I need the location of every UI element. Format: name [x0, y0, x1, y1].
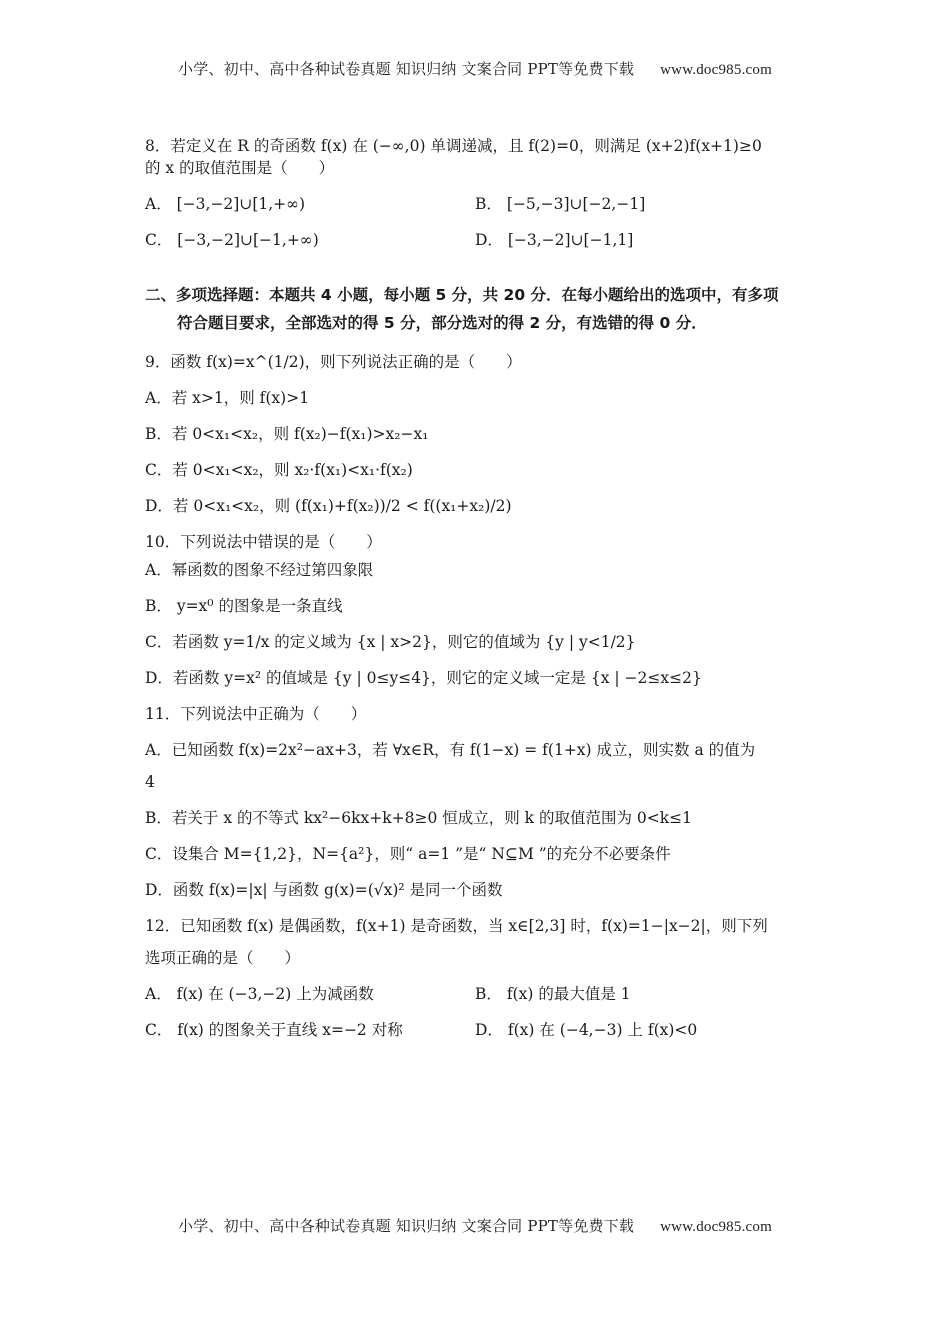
- q8-option-b: B． [−5,−3]∪[−2,−1]: [475, 195, 646, 213]
- page-footer: [0, 1215, 950, 1236]
- q12-stem-line1: 12．已知函数 f(x) 是偶函数，f(x+1) 是奇函数，当 x∈[2,3] 时，f(x)=1−|x−2|，则下列: [145, 917, 768, 935]
- section-2-line1: 二、多项选择题：本题共 4 小题，每小题 5 分，共 20 分．在每小题给出的选项中，有多项: [145, 286, 779, 304]
- q10-stem: 10．下列说法中错误的是（ ）: [145, 533, 382, 551]
- q12-options-row2: [145, 1019, 810, 1041]
- q12-option-c: C． f(x) 的图象关于直线 x=−2 对称: [145, 1021, 403, 1039]
- page-header: [0, 58, 950, 79]
- q8-options-row2: [145, 229, 810, 251]
- q11-option-c: C．设集合 M={1,2}，N={a²}，则“ a=1 ”是“ N⊆M ”的充分不必要条件: [145, 845, 671, 863]
- q12-option-d: D． f(x) 在 (−4,−3) 上 f(x)<0: [475, 1021, 698, 1039]
- q8-option-a: A． [−3,−2]∪[1,+∞): [145, 195, 306, 213]
- q10-option-a: A．幂函数的图象不经过第四象限: [145, 561, 374, 579]
- q9-option-c: C．若 0<x₁<x₂，则 x₂·f(x₁)<x₁·f(x₂): [145, 461, 413, 479]
- question-12: [145, 915, 810, 1041]
- q10-option-c: C．若函数 y=1/x 的定义域为 {x | x>2}，则它的值域为 {y | y<1/2}: [145, 633, 636, 651]
- question-9: [145, 351, 810, 517]
- question-8: [145, 135, 810, 251]
- q9-option-b: B．若 0<x₁<x₂，则 f(x₂)−f(x₁)>x₂−x₁: [145, 425, 429, 443]
- question-10: [145, 531, 810, 689]
- q12-options-row1: [145, 983, 810, 1005]
- section-2-heading: [145, 281, 810, 337]
- header-text: 小学、初中、高中各种试卷真题 知识归纳 文案合同 PPT等免费下载: [178, 60, 635, 78]
- q11-option-b: B．若关于 x 的不等式 kx²−6kx+k+8≥0 恒成立，则 k 的取值范围为 0<k≤1: [145, 809, 693, 827]
- q8-option-c: C． [−3,−2]∪[−1,+∞): [145, 231, 319, 249]
- footer-text: 小学、初中、高中各种试卷真题 知识归纳 文案合同 PPT等免费下载: [178, 1217, 635, 1235]
- exam-content: [145, 135, 810, 1055]
- q8-stem-line1: 8．若定义在 R 的奇函数 f(x) 在 (−∞,0) 单调递减，且 f(2)=0，则满足 (x+2)f(x+1)≥0: [145, 137, 762, 155]
- section-2-line2: 符合题目要求，全部选对的得 5 分，部分选对的得 2 分，有选错的得 0 分．: [177, 314, 707, 332]
- question-11: [145, 703, 810, 901]
- q8-option-d: D． [−3,−2]∪[−1,1]: [475, 231, 634, 249]
- q10-option-d: D．若函数 y=x² 的值域是 {y | 0≤y≤4}，则它的定义域一定是 {x | −2≤x≤2}: [145, 669, 702, 687]
- q11-option-a-line2: 4: [145, 773, 155, 791]
- q9-stem: 9．函数 f(x)=x^(1/2)，则下列说法正确的是（ ）: [145, 353, 522, 371]
- q12-option-b: B． f(x) 的最大值是 1: [475, 985, 631, 1003]
- footer-site: www.doc985.com: [660, 1219, 772, 1235]
- q12-option-a: A． f(x) 在 (−3,−2) 上为减函数: [145, 985, 374, 1003]
- q8-stem-line2: 的 x 的取值范围是（ ）: [145, 159, 335, 177]
- header-site: www.doc985.com: [660, 62, 772, 78]
- q11-option-d: D．函数 f(x)=|x| 与函数 g(x)=(√x)² 是同一个函数: [145, 881, 503, 899]
- q11-stem: 11．下列说法中正确为（ ）: [145, 705, 367, 723]
- q9-option-d: D．若 0<x₁<x₂，则 (f(x₁)+f(x₂))/2 < f((x₁+x₂)/2): [145, 497, 512, 515]
- q11-option-a-line1: A．已知函数 f(x)=2x²−ax+3，若 ∀x∈R，有 f(1−x) = f(1+x) 成立，则实数 a 的值为: [145, 741, 756, 759]
- q9-option-a: A．若 x>1，则 f(x)>1: [145, 389, 310, 407]
- q10-option-b: B． y=x⁰ 的图象是一条直线: [145, 597, 343, 615]
- q8-options-row1: [145, 193, 810, 215]
- q12-stem-line2: 选项正确的是（ ）: [145, 949, 301, 967]
